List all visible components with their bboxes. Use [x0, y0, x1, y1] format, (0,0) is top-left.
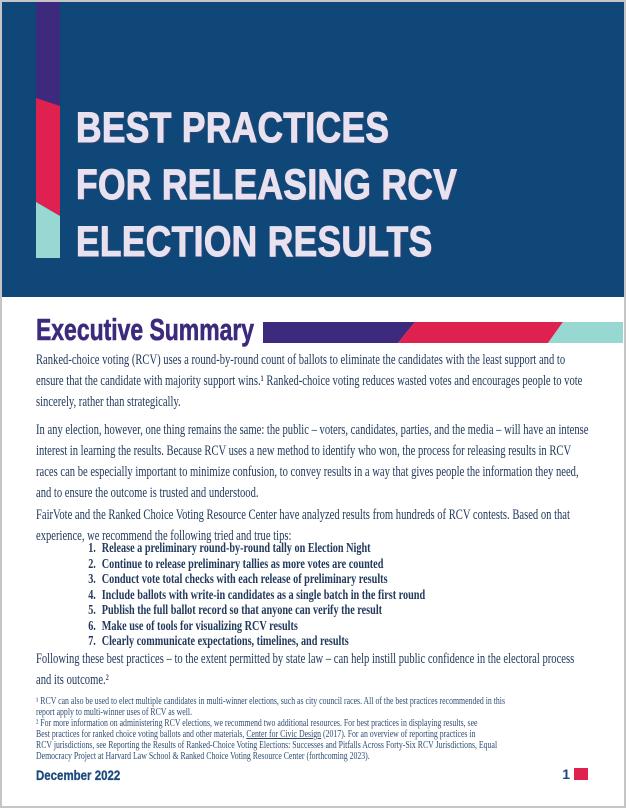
footnote-text: report apply to multi-winner uses of RCV as well.: [36, 707, 193, 718]
page-marker-square: [574, 768, 588, 780]
tip-number: 1.: [88, 541, 96, 556]
tip-item: [36, 634, 591, 650]
paragraph: In any election, however, one thing remains the same: the public – voters, candidates, parties, and the media – will have an intense interest in learning the results. Because RCV uses a new method to identify who won, the process for releasing results in RCV races can be especially important to minimize confusion, to convey results in a way that gives people the information they need, and to ensure the outcome is trusted and understood.: [36, 422, 589, 501]
tip-number: 6.: [88, 618, 96, 634]
footer-page-area: [562, 766, 588, 782]
section-heading: Executive Summary: [36, 312, 255, 347]
tip-item: [36, 619, 591, 635]
tip-number: 4.: [88, 587, 96, 603]
tip-text: Make use of tools for visualizing RCV results: [101, 618, 298, 634]
center-for-civic-design-link[interactable]: Center for Civic Design: [246, 729, 322, 740]
tip-text: Clearly communicate expectations, timelines, and results: [101, 634, 349, 649]
footnote-line: [36, 740, 505, 751]
stripe-purple-segment: [36, 2, 60, 106]
footnote-text: RCV jurisdictions, see Reporting the Results of Ranked-Choice Voting Elections: Successes and Pitfalls Across Forty-Six RCV Jurisdictions, Equal: [36, 740, 498, 751]
report-title-line-2: FOR RELEASING RCV: [76, 161, 458, 209]
tip-text: Release a preliminary round-by-round tally on Election Night: [101, 541, 371, 556]
tip-text: Continue to release preliminary tallies as more votes are counted: [101, 556, 384, 572]
tip-number: 7.: [88, 634, 96, 649]
tip-number: 2.: [88, 556, 96, 572]
tip-text: Conduct vote total checks with each release of preliminary results: [101, 572, 388, 587]
footnote-line: [36, 729, 505, 740]
footer-date: December 2022: [36, 767, 121, 783]
footnote-text: Democracy Project at Harvard Law School & Ranked Choice Voting Resource Center (forthcoming 2023).: [36, 751, 370, 762]
footnote-text: (2017). For an overview of reporting practices in: [321, 729, 476, 740]
tip-number: 5.: [88, 603, 96, 618]
tip-item: [36, 603, 591, 619]
tip-item: [36, 572, 591, 588]
footnote-line: [36, 707, 505, 718]
page-number: 1: [562, 766, 570, 782]
tip-item: [36, 588, 591, 604]
stripe-red-segment: [36, 98, 60, 216]
paragraph: FairVote and the Ranked Choice Voting Resource Center have analyzed results from hundreds of RCV contests. Based on that experience, we recommend the following tried and true tips:: [36, 507, 570, 544]
accent-bar-horizontal: [263, 322, 623, 343]
report-title-line-3: ELECTION RESULTS: [76, 218, 433, 266]
bar-purple-segment: [263, 322, 415, 343]
report-title-line-1: BEST PRACTICES: [76, 104, 390, 152]
report-title: [76, 100, 457, 271]
closing-paragraph: Following these best practices – to the extent permitted by state law – can help instill public confidence in the electoral process and its outcome.²: [36, 651, 575, 688]
footnote-text: Best practices for ranked choice voting ballots and other materials,: [36, 729, 247, 740]
cover-banner: [2, 2, 624, 297]
footnote-line: [36, 696, 505, 707]
accent-stripe-vertical: [36, 2, 60, 258]
bar-red-segment: [398, 322, 563, 343]
tip-item: [36, 541, 591, 557]
paragraph: Ranked-choice voting (RCV) uses a round-by-round count of ballots to eliminate the candidates with the least support and to ensure that the candidate with majority support wins.¹ Ranked-choice voting reduces wasted votes and encourages people to vote sincerely, rather than strategically.: [36, 352, 583, 410]
footnote-text: ² For more information on administering RCV elections, we recommend two additional resources. For best practices in displaying results, see: [36, 718, 478, 729]
tip-text: Publish the full ballot record so that anyone can verify the result: [101, 603, 383, 618]
footnote-line: [36, 718, 505, 729]
tip-number: 3.: [88, 572, 96, 587]
tips-list: [36, 541, 591, 650]
footnote-text: ¹ RCV can also be used to elect multiple candidates in multi-winner elections, such as city council races. All of the best practices recommended in this: [36, 696, 505, 707]
footnote-line: [36, 751, 505, 762]
footnotes: [36, 696, 505, 762]
tip-item: [36, 557, 591, 573]
tip-text: Include ballots with write-in candidates as a single batch in the first round: [101, 587, 426, 603]
